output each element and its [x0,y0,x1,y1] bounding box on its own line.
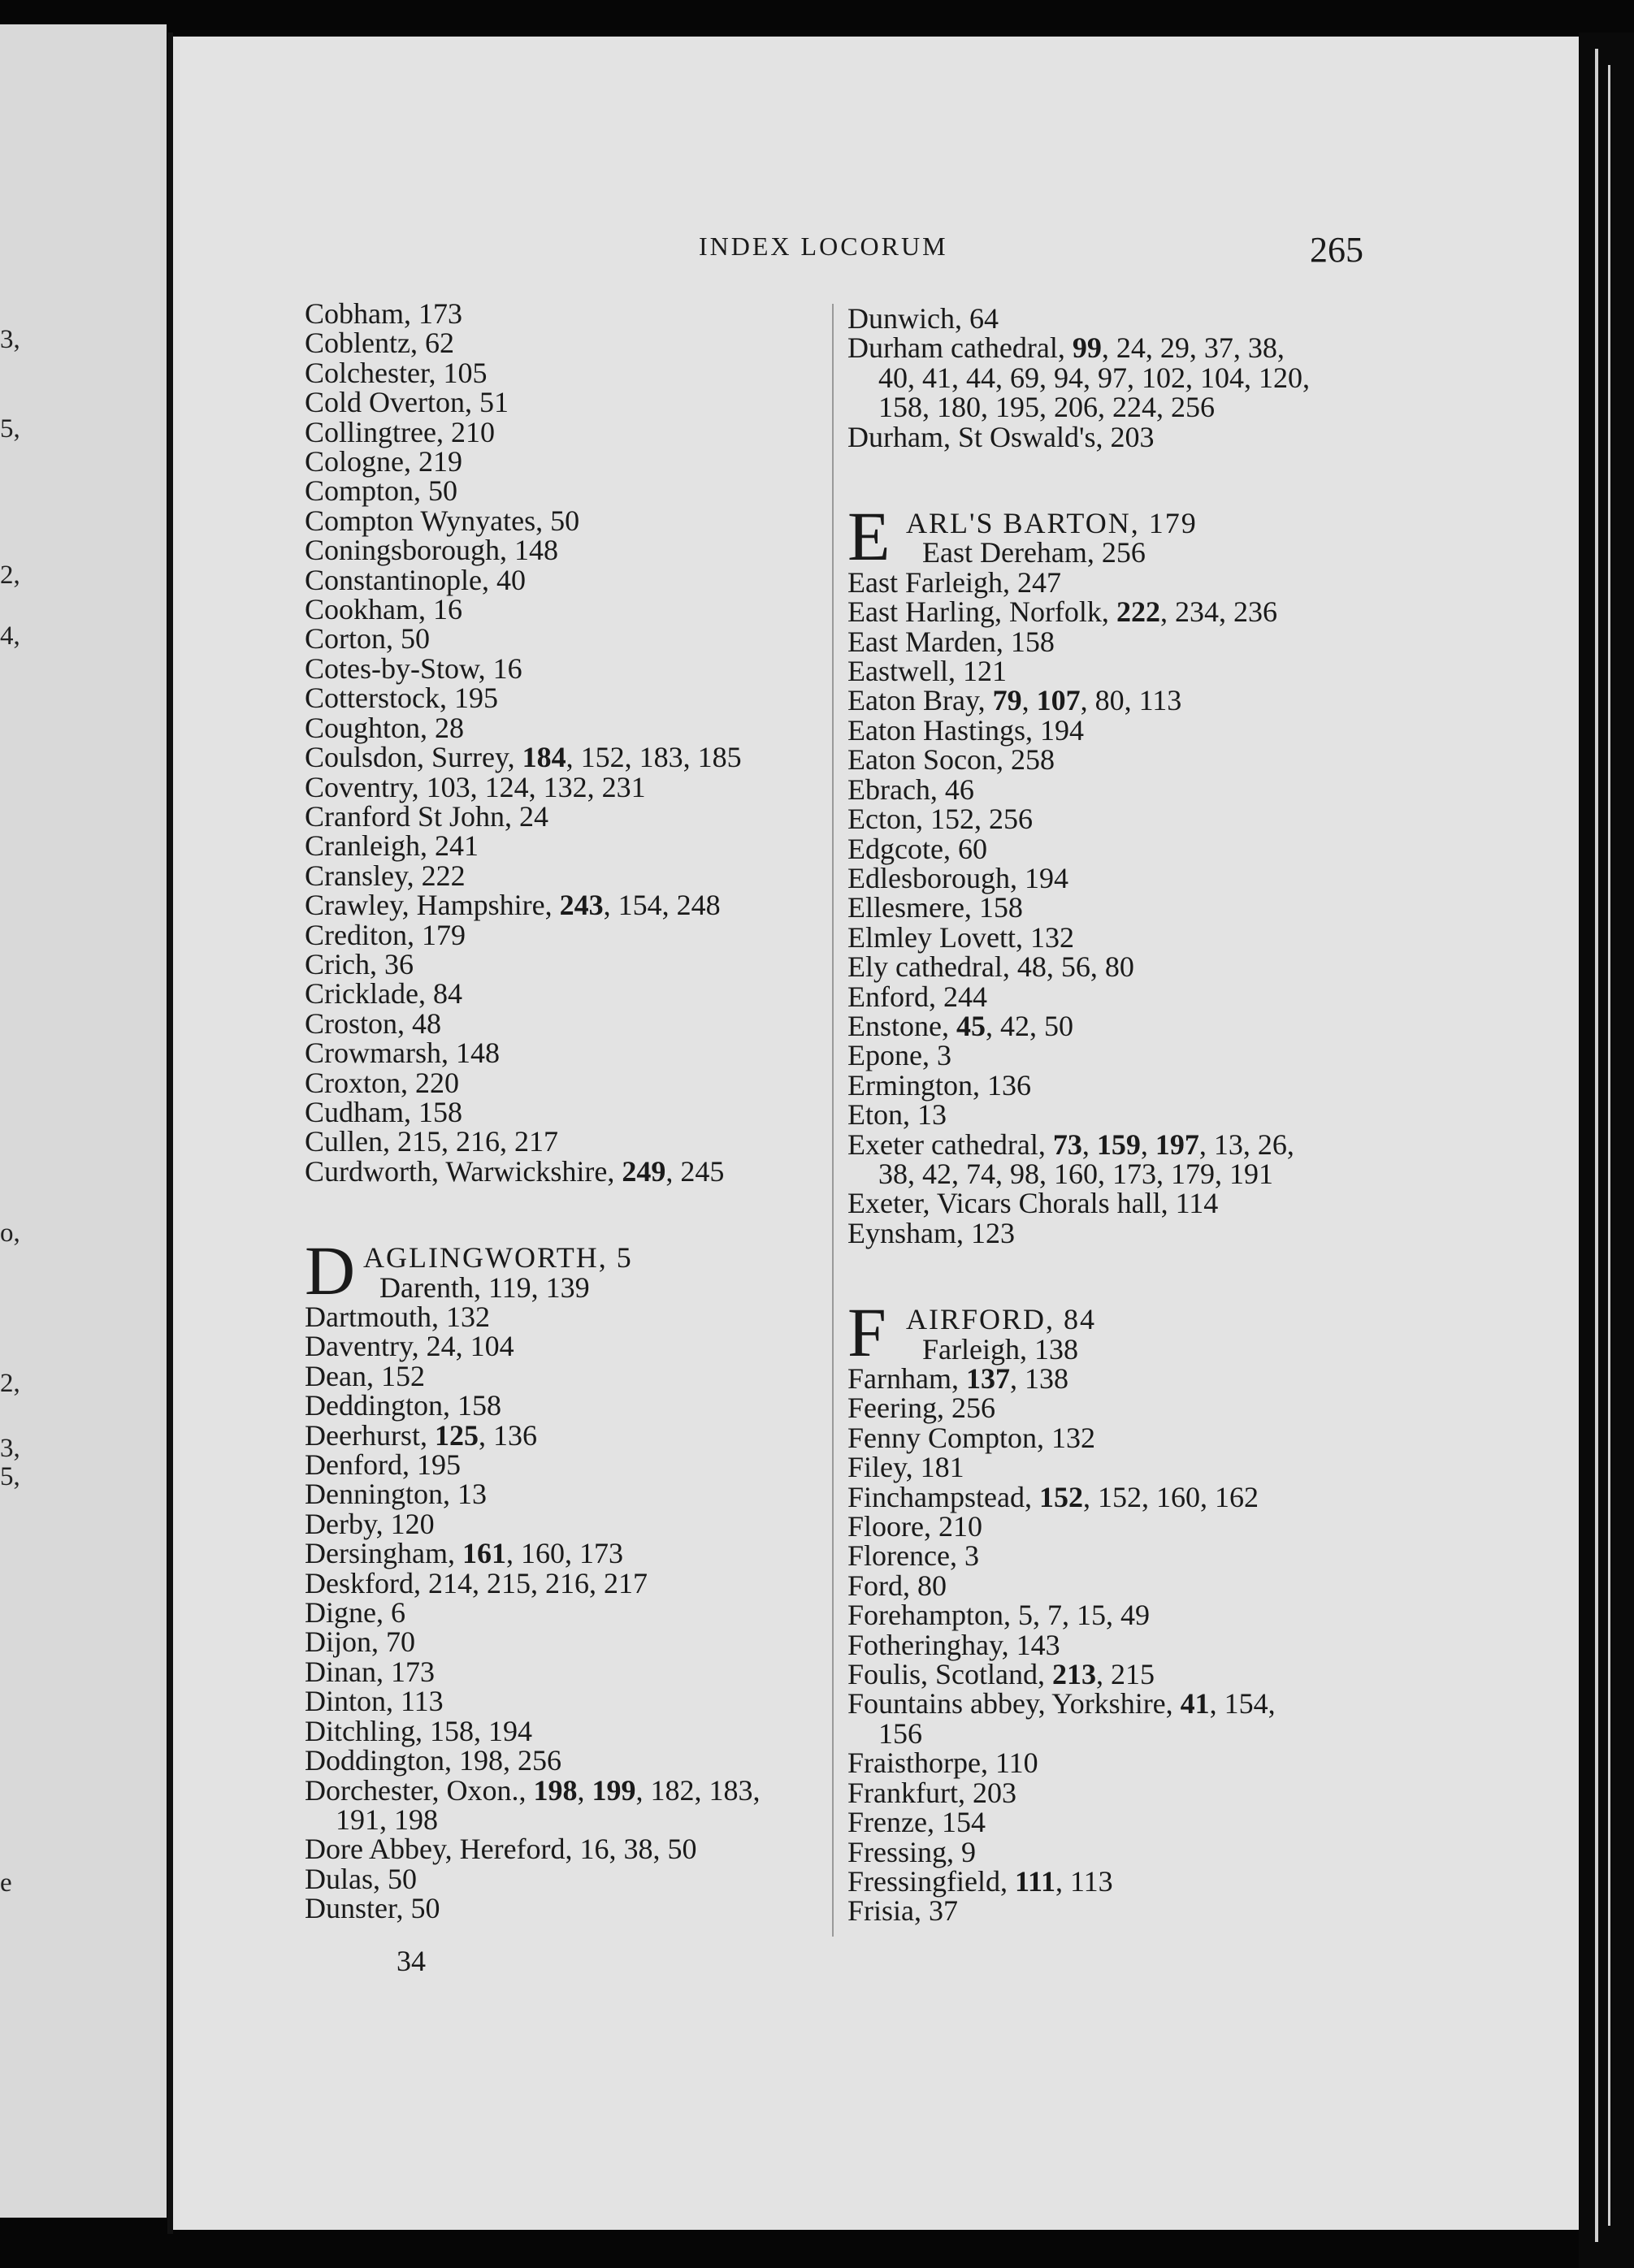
index-section [847,497,1310,1249]
entry-text: Deddington, 158 [305,1389,501,1422]
entry-text: , [1140,1128,1155,1161]
entry-text: , 80, 113 [1080,684,1182,717]
entry-text: Exeter, Vicars Chorals hall, 114 [847,1187,1219,1220]
index-entry [847,331,1310,365]
entry-text: Enford, 244 [847,980,987,1013]
principal-page-ref: 99 [1072,331,1102,365]
entry-text: Dinton, 113 [305,1685,444,1718]
index-entry [847,893,1310,922]
entry-text: East Marden, 158 [847,625,1055,658]
entry-text: 158, 180, 195, 206, 224, 256 [878,391,1215,424]
index-entry [305,1037,760,1070]
index-entry [847,1571,1310,1600]
column-divider [832,304,834,1937]
entry-text: Durham cathedral, [847,331,1073,365]
index-section [847,1293,1310,1928]
index-entry-continuation [847,1716,1310,1750]
index-entry [305,651,760,685]
entry-text: Ditchling, 158, 194 [305,1714,532,1747]
entry-text: Crowmarsh, 148 [305,1037,500,1070]
entry-text: Eaton Hastings, 194 [847,713,1084,747]
index-entry [847,422,1310,452]
principal-page-ref: 197 [1155,1128,1199,1161]
index-entry [305,829,760,863]
entry-text: , 182, 183, [635,1773,761,1807]
index-entry [847,1837,1310,1867]
entry-text: , [1081,1128,1097,1161]
index-entry [847,1512,1310,1541]
index-entry [847,713,1310,747]
principal-page-ref: 73 [1052,1128,1082,1161]
entry-text: , 215 [1096,1658,1155,1691]
principal-page-ref: 125 [434,1418,479,1452]
entry-text: Eynsham, 123 [847,1216,1015,1249]
principal-page-ref: 137 [965,1362,1010,1395]
entry-text: Ellesmere, 158 [847,891,1023,924]
entry-text: , 138 [1009,1362,1068,1395]
entry-text: Eton, 13 [847,1098,947,1132]
entry-text: Denford, 195 [305,1448,461,1482]
index-entry [847,1746,1310,1780]
entry-text: , 152, 160, 162 [1082,1480,1259,1513]
index-entry [305,1657,760,1686]
entry-text: Coblentz, 62 [305,327,454,360]
entry-text: , 152, 183, 185 [566,741,742,774]
index-entry [305,1006,760,1040]
index-entry-continuation [847,363,1310,392]
index-entry [305,1566,760,1599]
index-entry [305,565,760,595]
entry-text: Crich, 36 [305,947,414,980]
index-entry [847,304,1310,333]
index-entry [305,890,760,920]
entry-text: Dorchester, Oxon., [305,1773,534,1807]
index-entry [305,1154,760,1188]
principal-page-ref: 199 [592,1773,636,1807]
entry-text: Dean, 152 [305,1359,425,1392]
entry-text: Digne, 6 [305,1596,405,1630]
principal-page-ref: 79 [992,684,1022,717]
index-entry [305,799,760,833]
entry-text: Exeter cathedral, [847,1128,1053,1161]
entry-text: 40, 41, 44, 69, 94, 97, 102, 104, 120, [878,361,1310,394]
entry-text: Cricklade, 84 [305,977,462,1011]
entry-text: Enstone, [847,1009,956,1042]
entry-text: 38, 42, 74, 98, 160, 173, 179, 191 [878,1157,1273,1190]
entry-text: Epone, 3 [847,1039,951,1072]
entry-text: Foulis, Scotland, [847,1658,1053,1691]
principal-page-ref: 243 [559,889,604,922]
entry-text: Curdworth, Warwickshire, [305,1154,622,1188]
index-entry [305,327,760,360]
margin-fragment: o, [0,1218,20,1248]
entry-text: , 24, 29, 37, 38, [1101,331,1285,365]
index-entry [847,1218,1310,1248]
entry-text: Coventry, 103, 124, 132, 231 [305,770,646,803]
index-entry [847,920,1310,954]
index-entry [847,834,1310,863]
index-entry [305,1686,760,1716]
entry-text: Eaton Socon, 258 [847,743,1055,777]
index-entry [847,863,1310,893]
index-entry-continuation [847,392,1310,422]
entry-text: Dennington, 13 [305,1478,487,1511]
index-entry [305,1539,760,1568]
entry-text: , 42, 50 [985,1009,1073,1042]
entry-text: Ecton, 152, 256 [847,803,1033,836]
signature-folio: 34 [397,1945,426,1977]
index-entry [847,1364,1310,1393]
entry-text: Frenze, 154 [847,1806,986,1839]
entry-text: Cold Overton, 51 [305,386,509,419]
margin-fragment: 2, [0,1369,20,1398]
principal-page-ref: 161 [462,1537,506,1570]
index-entry [305,1716,760,1746]
index-entry [305,742,760,772]
index-entry [847,1482,1310,1512]
margin-fragment: e [0,1868,12,1898]
index-entry [847,1452,1310,1482]
index-entry [305,1596,760,1630]
index-entry [847,775,1310,804]
entry-text: Compton Wynyates, 50 [305,504,580,537]
entry-text: Fotheringhay, 143 [847,1628,1060,1661]
entry-text: Dunwich, 64 [847,302,999,335]
index-entry [305,682,760,715]
entry-text: Cookham, 16 [305,593,462,626]
entry-text: 156 [878,1716,922,1750]
entry-text: Fountains abbey, Yorkshire, [847,1687,1181,1720]
entry-text: Dore Abbey, Hereford, 16, 38, 50 [305,1833,697,1866]
entry-text: Dulas, 50 [305,1862,417,1895]
index-entry [305,1864,760,1894]
entry-text: Fraisthorpe, 110 [847,1746,1038,1780]
entry-text: Cologne, 219 [305,445,462,478]
entry-text: , [577,1773,592,1807]
index-entry [847,1864,1310,1898]
index-entry [305,387,760,417]
entry-text: Deerhurst, [305,1418,435,1452]
principal-page-ref: 111 [1014,1864,1056,1898]
index-entry [305,358,760,387]
entry-text: , [1021,684,1037,717]
entry-text: , 154, 248 [603,889,721,922]
index-entry [847,1098,1310,1132]
entry-text: Edgcote, 60 [847,832,987,865]
index-entry [305,1302,760,1331]
index-column-right [847,304,1310,1926]
principal-page-ref: 222 [1116,595,1160,629]
entry-text: Ford, 80 [847,1569,947,1602]
entry-text: Farnham, [847,1362,966,1395]
entry-text: East Farleigh, 247 [847,565,1061,599]
index-entry [305,447,760,476]
index-entry [305,1448,760,1482]
principal-page-ref: 198 [533,1773,578,1807]
entry-text: Floore, 210 [847,1510,982,1543]
entry-text: Cotes-by-Stow, 16 [305,651,522,685]
section-head-entry: AGLINGWORTH, 5 [363,1241,633,1275]
entry-text: Ermington, 136 [847,1068,1031,1102]
entry-text: 191, 198 [336,1803,438,1836]
index-entry [847,950,1310,984]
index-entry [847,1689,1310,1718]
entry-text: Ely cathedral, 48, 56, 80 [847,950,1134,984]
index-entry [847,656,1310,686]
index-entry [847,1660,1310,1689]
index-entry [305,506,760,535]
entry-text: Coulsdon, Surrey, [305,741,522,774]
entry-text: Derby, 120 [305,1507,435,1540]
index-entry [847,1894,1310,1928]
entry-text: Forehampton, 5, 7, 15, 49 [847,1599,1150,1632]
drop-cap-letter: E [847,497,891,576]
index-entry [305,1773,761,1807]
entry-text: Compton, 50 [305,474,458,508]
entry-text: Dijon, 70 [305,1625,416,1659]
entry-text: East Harling, Norfolk, [847,595,1116,629]
entry-text: Crawley, Hampshire, [305,889,560,922]
index-entry [305,1127,760,1156]
entry-text: Frisia, 37 [847,1894,959,1928]
drop-cap-letter: D [305,1231,356,1310]
margin-fragment: 4, [0,621,20,651]
entry-text: Crediton, 179 [305,918,466,951]
entry-text: Daventry, 24, 104 [305,1330,514,1363]
entry-text: Elmley Lovett, 132 [847,920,1074,954]
index-entry [847,1011,1310,1041]
entry-text: , 160, 173 [505,1537,623,1570]
index-entry [847,1423,1310,1452]
margin-fragment: 3, [0,325,20,354]
index-entry [305,1894,760,1923]
page-gutter-shadow [167,32,173,2234]
entry-text: Filey, 181 [847,1451,964,1484]
entry-text: Finchampstead, [847,1480,1039,1513]
entry-text: Ebrach, 46 [847,773,974,806]
index-entry: Darenth, 119, 139 [379,1270,590,1304]
margin-fragment: 2, [0,561,20,590]
drop-cap-letter: F [847,1293,886,1372]
entry-text: Cobham, 173 [305,297,462,330]
entry-text: Eaton Bray, [847,684,993,717]
index-entry [305,861,760,890]
index-entry [305,1068,760,1097]
index-entry [305,1391,760,1420]
entry-text: Fenny Compton, 132 [847,1421,1096,1454]
index-entry [305,920,760,950]
entry-text: , 245 [665,1154,725,1188]
entry-text: Colchester, 105 [305,356,488,389]
index-entry [847,1630,1310,1660]
index-entry [305,947,760,980]
index-entry [847,627,1310,656]
entry-text: , 13, 26, [1198,1128,1294,1161]
index-entry [305,1478,760,1511]
index-entry [305,770,760,803]
margin-fragment: 5, [0,1462,20,1491]
principal-page-ref: 184 [522,741,566,774]
entry-text: , 234, 236 [1159,595,1277,629]
index-entry-continuation [305,1805,760,1834]
index-entry [305,1746,760,1775]
entry-text: Collingtree, 210 [305,415,495,448]
index-entry-continuation [847,1159,1310,1188]
index-entry [305,713,760,742]
entry-text: Frankfurt, 203 [847,1776,1016,1809]
previous-page-sliver [0,24,167,2218]
entry-text: Feering, 256 [847,1392,995,1425]
index-entry [305,535,760,565]
index-entry [305,1361,760,1391]
page-edge-shadow [1579,32,1634,2268]
entry-text: Dinan, 173 [305,1655,435,1688]
entry-text: , 113 [1055,1864,1113,1898]
index-section [305,299,760,1186]
index-entry [847,1539,1310,1573]
principal-page-ref: 107 [1036,684,1081,717]
section-head-entry: AIRFORD, 84 [906,1303,1097,1336]
index-entry [305,622,760,656]
principal-page-ref: 152 [1038,1480,1083,1513]
section-head-entry: ARL'S BARTON, 179 [906,507,1198,540]
entry-text: Dunster, 50 [305,1892,440,1925]
entry-text: Cranleigh, 241 [305,829,479,863]
entry-text: Fressing, 9 [847,1835,977,1868]
entry-text: Cranford St John, 24 [305,799,548,833]
index-entry [305,1509,760,1539]
entry-text: Cotterstock, 195 [305,682,498,715]
index-entry [847,982,1310,1011]
index-entry [305,474,760,508]
index-entry [305,1625,760,1659]
principal-page-ref: 159 [1096,1128,1141,1161]
index-entry [305,1331,760,1361]
entry-text: Croxton, 220 [305,1066,460,1099]
index-entry [305,299,760,328]
principal-page-ref: 213 [1052,1658,1097,1691]
index-entry [305,1833,760,1866]
index-entry [847,1068,1310,1102]
index-entry [847,1188,1310,1218]
index-entry [847,1600,1310,1630]
entry-text: Dartmouth, 132 [305,1301,490,1333]
running-header-title: INDEX LOCORUM [699,232,948,261]
index-entry [847,1130,1310,1159]
index-entry [847,743,1310,777]
index-entry [305,595,760,624]
entry-text: Cransley, 222 [305,859,466,892]
entry-text: Dersingham, [305,1537,462,1570]
principal-page-ref: 45 [956,1009,986,1042]
entry-text: Eastwell, 121 [847,655,1007,688]
entry-text: Constantinople, 40 [305,563,526,596]
margin-fragment: 3, [0,1434,20,1463]
index-entry: Farleigh, 138 [922,1332,1078,1366]
entry-text: Cudham, 158 [305,1095,462,1128]
index-column-left [305,299,760,1924]
principal-page-ref: 41 [1180,1687,1210,1720]
index-section [305,1231,761,1925]
index-entry [305,415,760,448]
entry-text: Coningsborough, 148 [305,534,559,567]
index-entry [847,595,1310,629]
entry-text: Fressingfield, [847,1864,1015,1898]
entry-text: Corton, 50 [305,622,431,656]
page-number: 265 [1310,230,1363,270]
entry-text: Cullen, 215, 216, 217 [305,1125,558,1158]
entry-text: Croston, 48 [305,1006,442,1040]
index-entry [305,977,760,1011]
entry-text: Coughton, 28 [305,711,465,744]
entry-text: Deskford, 214, 215, 216, 217 [305,1566,648,1599]
entry-text: Florence, 3 [847,1539,979,1573]
index-entry [847,565,1310,599]
entry-text: , 136 [478,1418,537,1452]
margin-fragment: 5, [0,414,20,444]
index-entry [847,1392,1310,1425]
index-entry [847,803,1310,836]
index-entry [305,1418,760,1452]
entry-text: , 154, [1209,1687,1276,1720]
index-entry [847,1041,1310,1070]
entry-text: Edlesborough, 194 [847,861,1068,894]
entry-text: Doddington, 198, 256 [305,1744,562,1777]
index-entry [847,686,1310,715]
index-entry: East Dereham, 256 [922,536,1146,569]
index-entry [847,1807,1310,1837]
entry-text: Durham, St Oswald's, 203 [847,420,1155,453]
index-section [847,304,1310,452]
index-entry [305,1097,760,1127]
principal-page-ref: 249 [622,1154,666,1188]
index-entry [847,1778,1310,1807]
